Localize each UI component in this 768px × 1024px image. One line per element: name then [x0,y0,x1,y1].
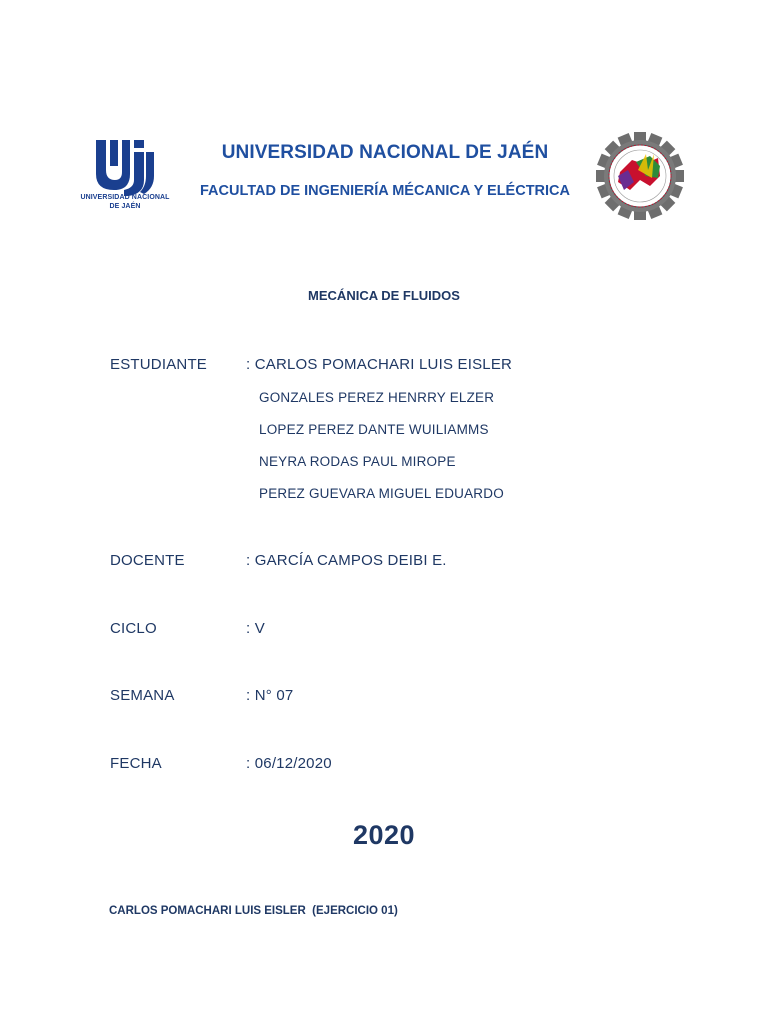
team-member: LOPEZ PEREZ DANTE WUILIAMMS [259,422,489,437]
course-title: MECÁNICA DE FLUIDOS [308,288,460,303]
university-logo [72,136,178,228]
team-member: NEYRA RODAS PAUL MIROPE [259,454,456,469]
week-value: : N° 07 [246,687,294,704]
exercise-note: CARLOS POMACHARI LUIS EISLER (EJERCICIO 01) [109,905,398,917]
university-logo-text-line-2: DE JAÉN [109,203,141,210]
team-member: PEREZ GUEVARA MIGUEL EDUARDO [259,486,504,501]
teacher-label: DOCENTE [110,552,185,569]
week-label: SEMANA [110,687,175,704]
team-member: GONZALES PEREZ HENRRY ELZER [259,390,495,405]
university-logo-text-line-1: UNIVERSIDAD NACIONAL [80,194,170,201]
gear-seal-icon [594,132,686,220]
teacher-value: : GARCÍA CAMPOS DEIBI E. [246,552,447,569]
cycle-value: : V [246,620,265,637]
faculty-name: FACULTAD DE INGENIERÍA MÉCANICA Y ELÉCTRICA [199,183,571,199]
unj-monogram-icon [72,136,178,198]
cycle-label: CICLO [110,620,157,637]
student-label: ESTUDIANTE [110,356,208,373]
faculty-seal [594,132,686,220]
date-label: FECHA [110,755,162,772]
university-name: UNIVERSIDAD NACIONAL DE JAÉN [221,142,549,163]
date-value: : 06/12/2020 [246,755,332,772]
year-heading: 2020 [352,820,416,850]
student-value: : CARLOS POMACHARI LUIS EISLER [246,356,513,373]
